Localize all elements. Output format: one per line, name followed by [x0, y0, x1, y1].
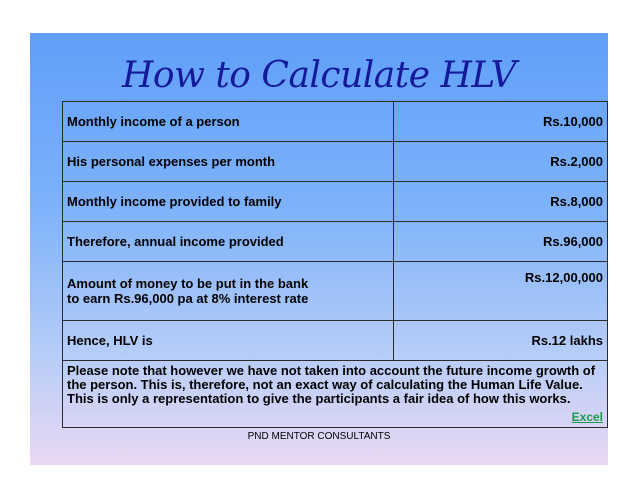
table-row: [63, 182, 608, 222]
row-label: Monthly income provided to family: [63, 182, 394, 222]
note-row: [63, 361, 608, 428]
row-label-line: to earn Rs.96,000 pa at 8% interest rate: [67, 291, 309, 306]
table-row: [63, 102, 608, 142]
row-label: Monthly income of a person: [63, 102, 394, 142]
row-label: Hence, HLV is: [63, 321, 394, 361]
slide-title: How to Calculate HLV: [122, 55, 516, 96]
row-label: Therefore, annual income provided: [63, 222, 394, 262]
excel-link[interactable]: Excel: [571, 410, 603, 424]
table-row: [63, 321, 608, 361]
row-value: Rs.96,000: [394, 222, 608, 262]
footer-text: PND MENTOR CONSULTANTS: [247, 431, 391, 442]
row-value: Rs.2,000: [394, 142, 608, 182]
row-value: Rs.10,000: [394, 102, 608, 142]
row-label-line: Amount of money to be put in the bank: [67, 276, 309, 291]
disclaimer-note: Please note that however we have not taken into account the future income growth of the person. This is, therefore, not an exact way of calculating the Human Life Value. This is only a representation to give the participants a fair idea of how this works.: [67, 363, 596, 406]
row-value: Rs.12 lakhs: [394, 321, 608, 361]
row-label: [63, 262, 394, 321]
slide: [30, 33, 608, 465]
table-row: [63, 222, 608, 262]
row-value: Rs.12,00,000: [394, 262, 608, 321]
table-row: [63, 142, 608, 182]
note-cell: [63, 361, 608, 428]
hlv-table: [62, 101, 608, 428]
row-value: Rs.8,000: [394, 182, 608, 222]
row-label: His personal expenses per month: [63, 142, 394, 182]
table-row: [63, 262, 608, 321]
